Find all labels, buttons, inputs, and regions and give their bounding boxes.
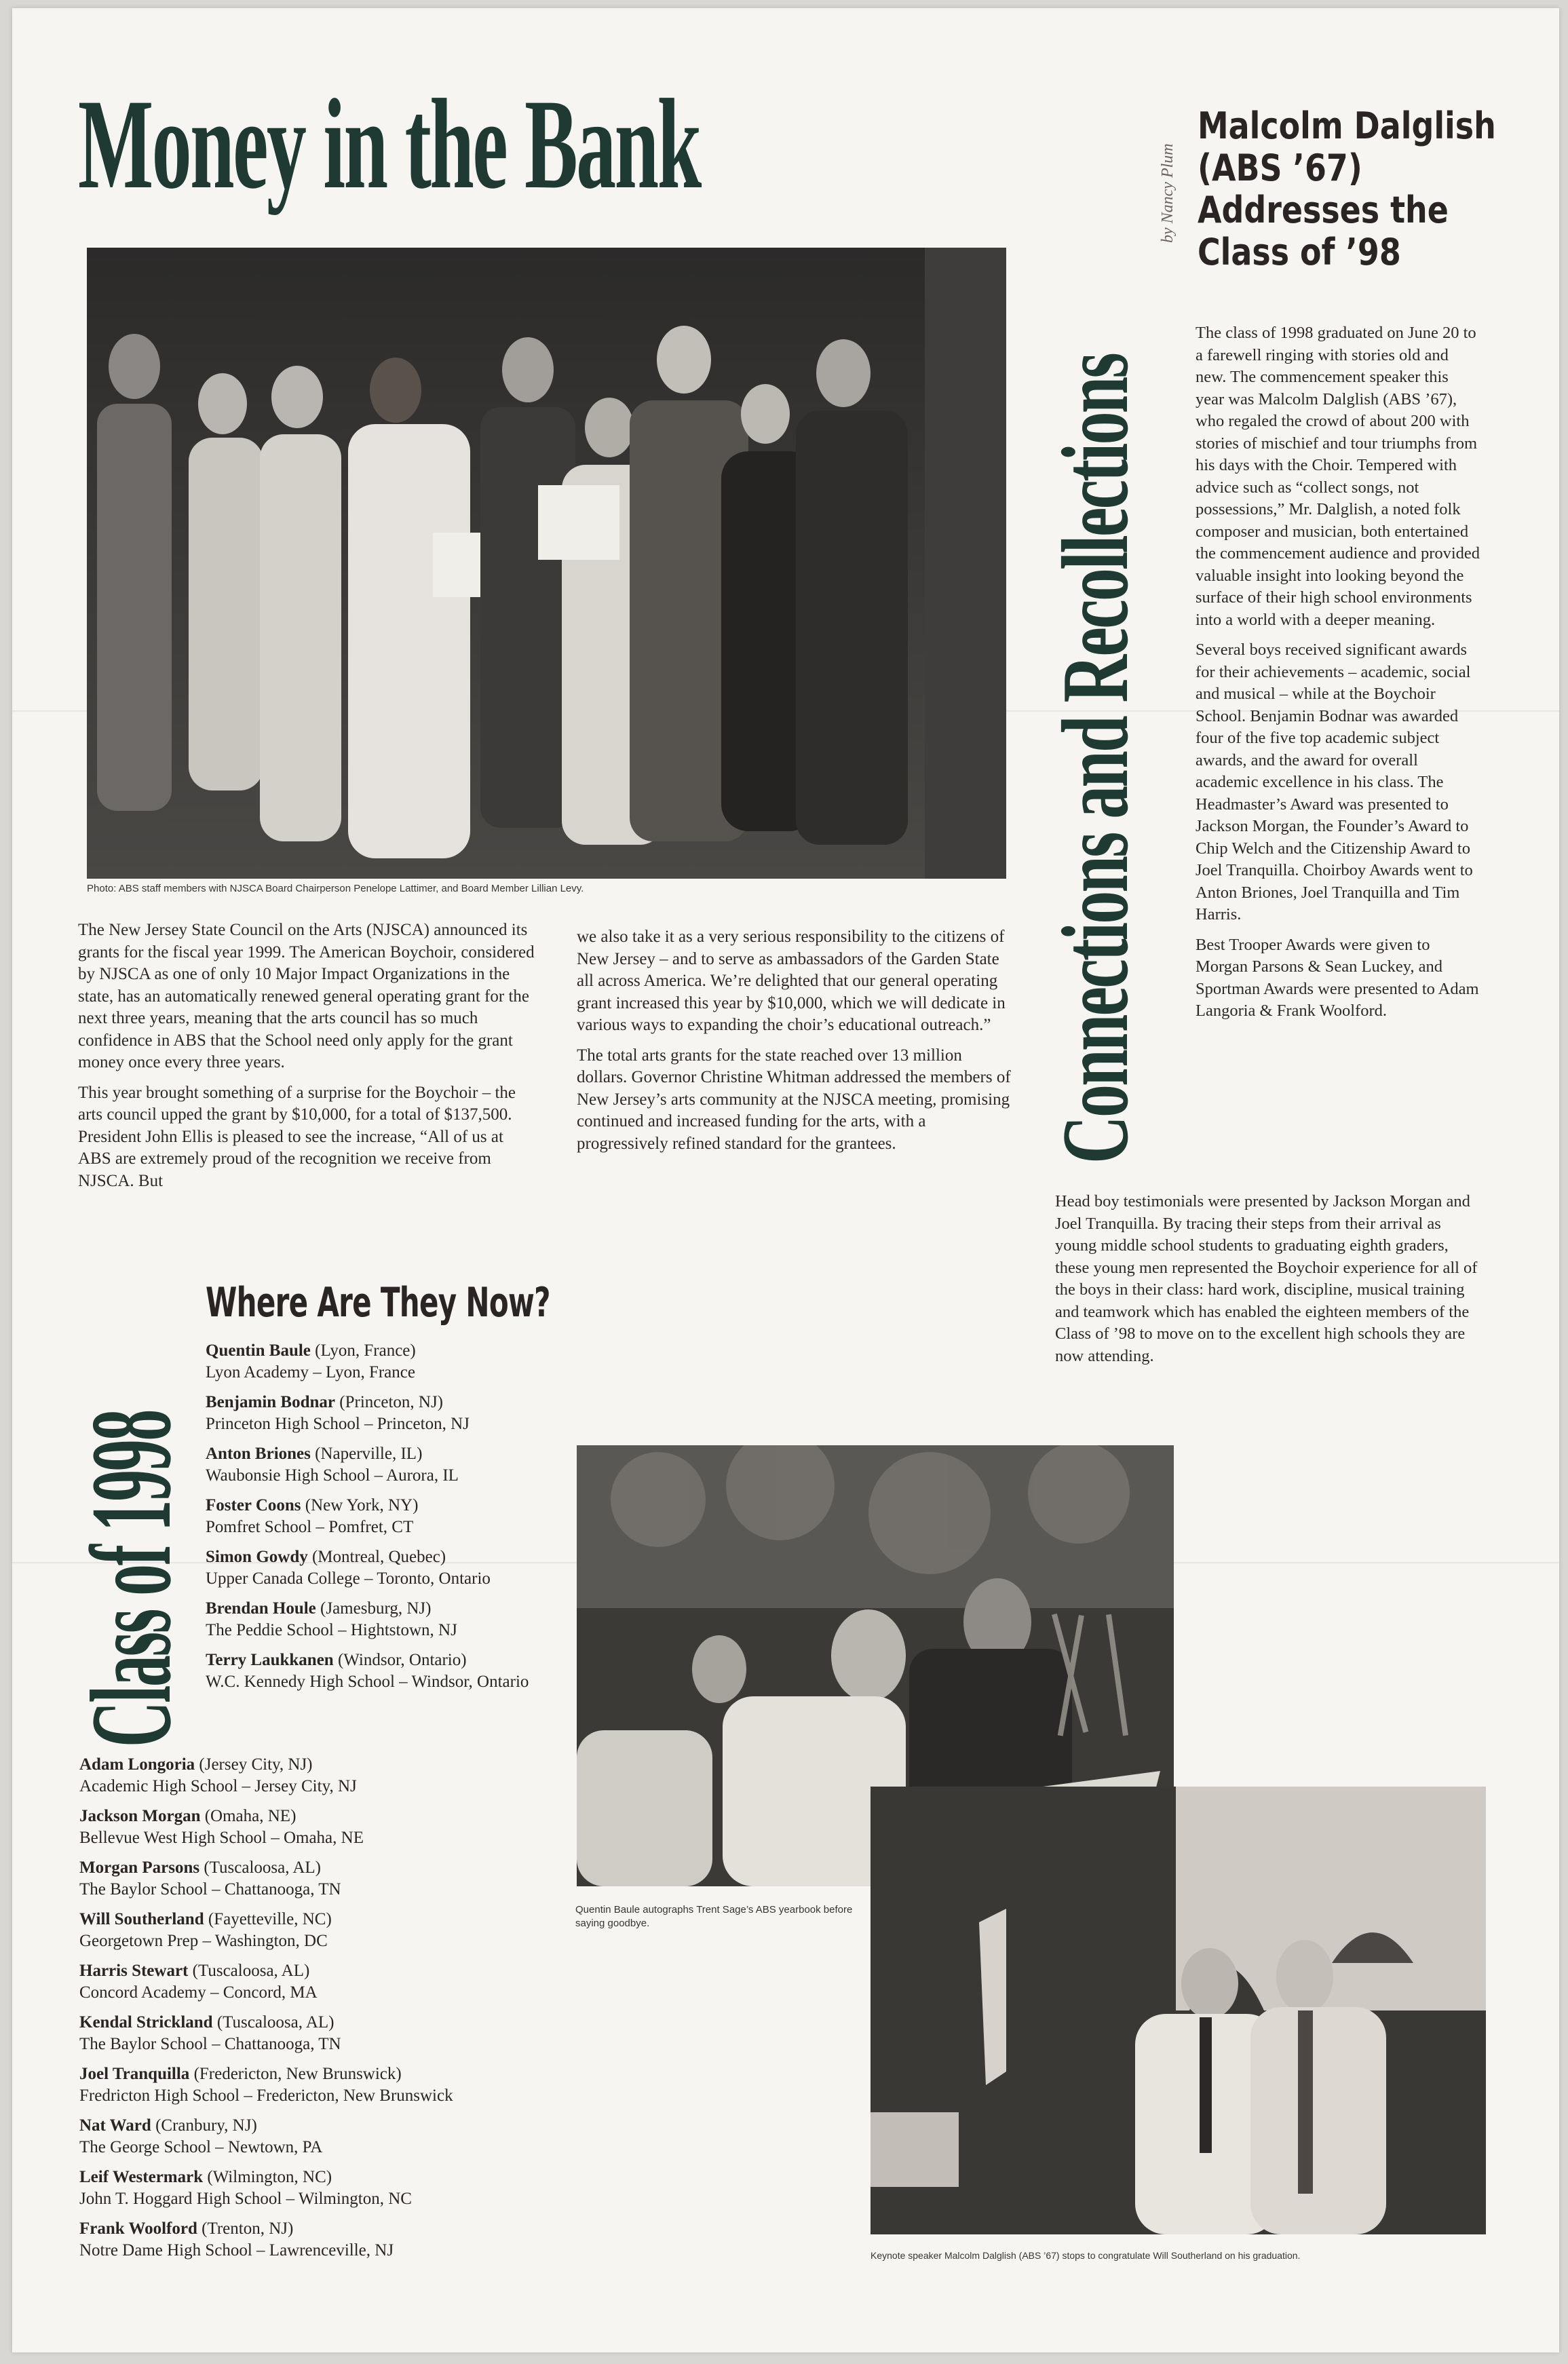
- alumni-school: John T. Hoggard High School – Wilmington, NC: [79, 2190, 412, 2208]
- alumni-school: The Baylor School – Chattanooga, TN: [79, 1880, 341, 1899]
- alumni-school: Lyon Academy – Lyon, France: [206, 1363, 415, 1381]
- photo-illustration: [871, 1787, 1486, 2234]
- alumni-name: Morgan Parsons: [79, 1858, 200, 1877]
- alumni-school: Concord Academy – Concord, MA: [79, 1983, 318, 2002]
- alumni-school: Princeton High School – Princeton, NJ: [206, 1415, 470, 1433]
- alumni-name: Will Southerland: [79, 1910, 204, 1928]
- alumni-item: [206, 1495, 531, 1538]
- alumni-hometown: (Naperville, IL): [315, 1445, 423, 1463]
- alumni-item: [206, 1650, 531, 1693]
- alumni-name: Kendal Strickland: [79, 2013, 213, 2032]
- alumni-hometown: (Tuscaloosa, AL): [204, 1858, 322, 1877]
- paragraph: This year brought something of a surprise for the Boychoir – the arts council upped the grant by $10,000, for a total of $137,500. President John Ellis is pleased to see the increase, “All of us at ABS are extremely proud of the recognition we receive from NJSCA. But: [78, 1083, 516, 1190]
- alumni-school: Fredricton High School – Fredericton, New Brunswick: [79, 2086, 453, 2105]
- alumni-name: Simon Gowdy: [206, 1548, 308, 1566]
- alumni-name: Frank Woolford: [79, 2219, 197, 2238]
- alumni-school: The George School – Newtown, PA: [79, 2138, 323, 2156]
- alumni-school: Academic High School – Jersey City, NJ: [79, 1777, 357, 1795]
- alumni-hometown: (Fredericton, New Brunswick): [193, 2065, 402, 2083]
- alumni-item: [79, 1960, 554, 2004]
- alumni-name: Benjamin Bodnar: [206, 1393, 336, 1411]
- alumni-item: [79, 2012, 554, 2055]
- alumni-hometown: (Jersey City, NJ): [199, 1755, 313, 1774]
- alumni-hometown: (Wilmington, NC): [207, 2168, 332, 2186]
- alumni-list-full: [79, 1754, 554, 2270]
- alumni-item: [206, 1598, 531, 1641]
- alumni-item: [79, 2115, 554, 2158]
- paragraph: The class of 1998 graduated on June 20 to a farewell ringing with stories old and new. The commencement speaker this year was Malcolm Dalglish (ABS ’67), who regaled the crowd of about 200 with stories of mischief and tour triumphs from his days with the Choir. Tempered with advice such as “collect songs, not possessions,” Mr. Dalglish, a noted folk composer and musician, both entertained the commencement audience and provided valuable insight into looking beyond the surface of their high school environments into a world with a deeper meaning.: [1196, 324, 1480, 629]
- where-are-they-now-headline: Where Are They Now?: [206, 1279, 550, 1327]
- paragraph: Several boys received significant awards for their achievements – academic, social and musical – while at the Boychoir School. Benjamin Bodnar was awarded four of the five top academic subject awards, and the award for overall academic excellence in his class. The Headmaster’s Award was presented to Jackson Morgan, the Founder’s Award to Chip Welch and the Citizenship Award to Joel Tranquilla. Choirboy Awards went to Anton Briones, Joel Tranquilla and Tim Harris.: [1196, 641, 1473, 923]
- alumni-item: [79, 1806, 554, 1849]
- alumni-school: Upper Canada College – Toronto, Ontario: [206, 1569, 491, 1588]
- alumni-item: [79, 2063, 554, 2107]
- alumni-school: Waubonsie High School – Aurora, IL: [206, 1466, 459, 1485]
- alumni-hometown: (Tuscaloosa, AL): [192, 1962, 310, 1980]
- money-article-col1: [78, 919, 539, 1200]
- alumni-name: Foster Coons: [206, 1496, 301, 1514]
- alumni-list-indented: [206, 1340, 531, 1701]
- alumni-item: [206, 1392, 531, 1435]
- alumni-name: Joel Tranquilla: [79, 2065, 190, 2083]
- keynote-speaker-photo: [871, 1787, 1486, 2234]
- keynote-photo-caption: Keynote speaker Malcolm Dalglish (ABS ’67) stops to congratulate Will Southerland on his graduation.: [871, 2250, 1301, 2261]
- alumni-school: Georgetown Prep – Washington, DC: [79, 1932, 328, 1950]
- alumni-item: [79, 1754, 554, 1797]
- paragraph: we also take it as a very serious responsibility to the citizens of New Jersey – and to serve as ambassadors of the Garden State all across America. We’re delighted that our general operating grant increased this year by $10,000, which we will dedicate in various ways to expanding the choir’s educational outreach.”: [577, 928, 1006, 1034]
- connections-article-col: [1196, 322, 1480, 1031]
- alumni-hometown: (Cranbury, NJ): [155, 2116, 257, 2135]
- paragraph: Head boy testimonials were presented by Jackson Morgan and Joel Tranquilla. By tracing their steps from their arrival as young middle school students to graduating eighth graders, these young men represented the Boychoir experience for all of the boys in their class: hard work, discipline, musical training and teamwork which has enabled the eighteen members of the Class of ’98 to move on to the excellent high schools they are now attending.: [1055, 1192, 1478, 1365]
- alumni-school: Pomfret School – Pomfret, CT: [206, 1518, 414, 1536]
- alumni-hometown: (New York, NY): [305, 1496, 419, 1514]
- alumni-name: Nat Ward: [79, 2116, 151, 2135]
- alumni-item: [206, 1340, 531, 1384]
- alumni-school: W.C. Kennedy High School – Windsor, Ontario: [206, 1673, 529, 1691]
- alumni-hometown: (Omaha, NE): [204, 1807, 297, 1825]
- paragraph: Best Trooper Awards were given to Morgan Parsons & Sean Luckey, and Sportman Awards were presented to Adam Langoria & Frank Woolford.: [1196, 935, 1479, 1020]
- alumni-hometown: (Montreal, Quebec): [311, 1548, 446, 1566]
- alumni-name: Anton Briones: [206, 1445, 311, 1463]
- alumni-item: [206, 1443, 531, 1487]
- alumni-item: [79, 2167, 554, 2210]
- staff-group-photo: [87, 248, 1006, 879]
- alumni-name: Brendan Houle: [206, 1599, 316, 1618]
- alumni-school: The Peddie School – Hightstown, NJ: [206, 1621, 457, 1639]
- alumni-item: [79, 1909, 554, 1952]
- alumni-item: [79, 1857, 554, 1901]
- alumni-hometown: (Lyon, France): [315, 1341, 416, 1360]
- alumni-school: The Baylor School – Chattanooga, TN: [79, 2035, 341, 2053]
- alumni-hometown: (Windsor, Ontario): [337, 1651, 467, 1669]
- alumni-name: Terry Laukkanen: [206, 1651, 334, 1669]
- alumni-hometown: (Tuscaloosa, AL): [216, 2013, 334, 2032]
- alumni-name: Quentin Baule: [206, 1341, 311, 1360]
- article-byline: by Nancy Plum: [1159, 143, 1177, 243]
- yearbook-photo-caption: Quentin Baule autographs Trent Sage’s ABS yearbook before saying goodbye.: [575, 1904, 853, 1930]
- paragraph: The total arts grants for the state reached over 13 million dollars. Governor Christine Whitman addressed the members of New Jersey’s arts community at the NJSCA meeting, promising continued and increased funding for the arts, with a progressively refined standard for the grantees.: [577, 1046, 1011, 1153]
- malcolm-headline: Malcolm Dalglish (ABS ’67) Addresses the Class of ’98: [1198, 104, 1496, 273]
- alumni-name: Harris Stewart: [79, 1962, 189, 1980]
- alumni-name: Adam Longoria: [79, 1755, 195, 1774]
- alumni-item: [79, 2218, 554, 2262]
- class-of-1998-title: Class of 1998: [67, 1410, 195, 1747]
- alumni-school: Bellevue West High School – Omaha, NE: [79, 1829, 364, 1847]
- alumni-name: Jackson Morgan: [79, 1807, 201, 1825]
- alumni-hometown: (Jamesburg, NJ): [320, 1599, 432, 1618]
- money-article-col2: [577, 926, 1011, 1163]
- alumni-item: [206, 1546, 531, 1590]
- alumni-school: Notre Dame High School – Lawrenceville, NJ: [79, 2241, 394, 2260]
- alumni-hometown: (Princeton, NJ): [339, 1393, 444, 1411]
- alumni-hometown: (Fayetteville, NC): [208, 1910, 332, 1928]
- photo-illustration: [87, 248, 1006, 879]
- paragraph: The New Jersey State Council on the Arts (NJSCA) announced its grants for the fiscal year 1999. The American Boychoir, considered by NJSCA as one of only 10 Major Impact Organizations in the state, has an automatically renewed general operating grant for the next three years, meaning that the arts council has so much confidence in ABS that the School need only apply for the grant money once every three years.: [78, 921, 535, 1071]
- connections-section-title: Connections and Recollections: [1043, 354, 1148, 1164]
- alumni-name: Leif Westermark: [79, 2168, 204, 2186]
- money-headline: Money in the Bank: [78, 73, 700, 216]
- connections-article-wide: [1055, 1191, 1479, 1375]
- staff-photo-caption: Photo: ABS staff members with NJSCA Board Chairperson Penelope Lattimer, and Board Member Lillian Levy.: [87, 883, 584, 894]
- alumni-hometown: (Trenton, NJ): [202, 2219, 294, 2238]
